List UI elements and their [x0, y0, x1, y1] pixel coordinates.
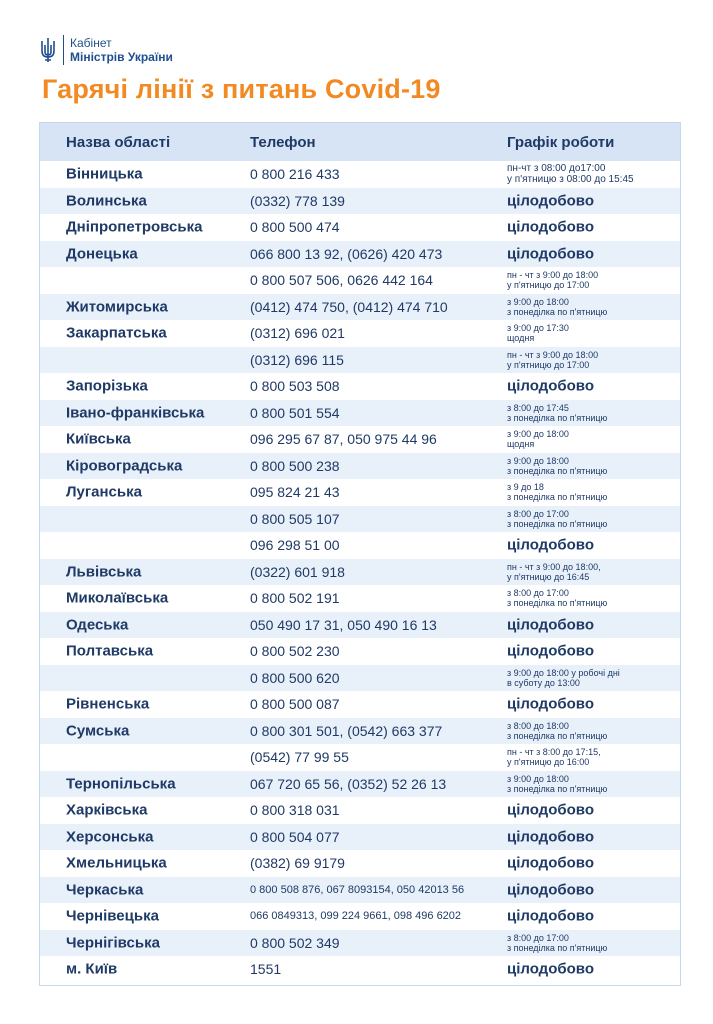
schedule-text: цілодобово	[507, 245, 594, 263]
phone-cell: 096 295 67 87, 050 975 44 96	[250, 431, 437, 448]
table-row	[40, 373, 680, 400]
region-cell: Кіровоградська	[66, 457, 183, 475]
schedule-line-2: у п'ятницю до 17:00	[507, 280, 590, 291]
schedule-cell	[507, 456, 607, 476]
schedule-line-1: пн - чт з 9:00 до 18:00	[507, 270, 599, 281]
schedule-text: цілодобово	[507, 854, 594, 872]
table-row	[40, 400, 680, 427]
schedule-line-1: з 9:00 до 18:00	[507, 455, 569, 466]
table-row	[40, 294, 680, 321]
schedule-text: цілодобово	[507, 695, 594, 713]
region-cell: Львівська	[66, 563, 142, 581]
hotlines-table	[39, 122, 681, 986]
schedule-cell	[507, 323, 569, 343]
schedule-line-1: з 9:00 до 18:00 у робочі дні	[507, 667, 620, 678]
table-row	[40, 850, 680, 877]
table-row	[40, 506, 680, 533]
table-row	[40, 797, 680, 824]
table-row	[40, 479, 680, 506]
schedule-line-1: з 9:00 до 18:00	[507, 773, 569, 784]
phone-cell: (0312) 696 115	[250, 351, 344, 368]
schedule-text: цілодобово	[507, 642, 594, 660]
phone-cell: 0 800 301 501, (0542) 663 377	[250, 722, 443, 739]
schedule-text: цілодобово	[507, 960, 594, 978]
schedule-line-2: з понеділка по п'ятницю	[507, 598, 608, 609]
schedule-line-2: у п'ятницю до 16:45	[507, 571, 590, 582]
region-cell: Чернівецька	[66, 907, 159, 925]
region-cell: Житомирська	[66, 298, 168, 316]
schedule-text: цілодобово	[507, 616, 594, 634]
phone-cell: 0 800 500 238	[250, 457, 340, 474]
schedule-cell	[507, 802, 594, 819]
schedule-line-1: з 9:00 до 18:00	[507, 429, 569, 440]
schedule-line-2: щодня	[507, 439, 535, 450]
schedule-line-2: з понеділка по п'ятницю	[507, 730, 608, 741]
phone-cell: (0412) 474 750, (0412) 474 710	[250, 298, 448, 315]
schedule-line-1: з 8:00 до 17:00	[507, 508, 569, 519]
region-cell: Рівненська	[66, 695, 150, 713]
phone-cell: 095 824 21 43	[250, 484, 340, 501]
schedule-line-2: з понеділка по п'ятницю	[507, 306, 608, 317]
schedule-cell	[507, 245, 594, 262]
schedule-cell	[507, 616, 594, 633]
phone-cell: 0 800 500 087	[250, 696, 340, 713]
phone-cell: 067 720 65 56, (0352) 52 26 13	[250, 775, 447, 792]
schedule-text: цілодобово	[507, 377, 594, 395]
table-row	[40, 665, 680, 692]
region-cell: Дніпропетровська	[66, 218, 203, 236]
schedule-line-1: пн-чт з 08:00 до17:00	[507, 163, 606, 175]
schedule-cell	[507, 855, 594, 872]
header	[40, 32, 173, 68]
schedule-line-1: з 9:00 до 18:00	[507, 296, 569, 307]
phone-cell: 1551	[250, 961, 282, 978]
schedule-cell	[507, 350, 598, 370]
region-cell: Харківська	[66, 801, 148, 819]
schedule-cell	[507, 163, 634, 185]
region-cell: Івано-франківська	[66, 404, 205, 422]
phone-cell: 0 800 504 077	[250, 828, 340, 845]
region-cell: Луганська	[66, 483, 142, 501]
region-cell: Сумська	[66, 722, 130, 740]
schedule-cell	[507, 828, 594, 845]
schedule-line-1: з 9 до 18	[507, 482, 544, 493]
schedule-line-1: з 8:00 до 17:45	[507, 402, 569, 413]
schedule-cell	[507, 961, 594, 978]
schedule-text: цілодобово	[507, 536, 594, 554]
table-row	[40, 453, 680, 480]
schedule-line-2: щодня	[507, 333, 535, 344]
table-row	[40, 426, 680, 453]
phone-cell: 0 800 502 191	[250, 590, 340, 607]
schedule-cell	[507, 270, 598, 290]
region-cell: Миколаївська	[66, 589, 169, 607]
phone-cell: 0 800 500 620	[250, 669, 340, 686]
header-divider	[63, 35, 64, 65]
schedule-line-2: в суботу до 13:00	[507, 677, 580, 688]
phone-cell: 0 800 502 349	[250, 934, 340, 951]
schedule-line-2: у п'ятницю з 08:00 до 15:45	[507, 174, 634, 186]
phone-cell: 0 800 507 506, 0626 442 164	[250, 272, 433, 289]
table-header	[40, 123, 680, 161]
region-cell: Хмельницька	[66, 854, 167, 872]
page-title: Гарячі лінії з питань Covid-19	[42, 74, 441, 104]
phone-cell: 0 800 505 107	[250, 510, 340, 527]
table-row	[40, 930, 680, 957]
phone-cell: (0382) 69 9179	[250, 855, 345, 872]
trident-icon	[40, 37, 56, 63]
schedule-line-1: з 9:00 до 17:30	[507, 323, 569, 334]
org-name	[70, 36, 173, 64]
schedule-line-2: з понеділка по п'ятницю	[507, 492, 608, 503]
column-header-region: Назва області	[66, 133, 171, 151]
region-cell: Волинська	[66, 192, 147, 210]
table-row	[40, 612, 680, 639]
table-row	[40, 267, 680, 294]
region-cell: Закарпатська	[66, 324, 167, 342]
schedule-text: цілодобово	[507, 828, 594, 846]
schedule-text: цілодобово	[507, 801, 594, 819]
table-row	[40, 956, 680, 983]
table-row	[40, 877, 680, 904]
schedule-cell	[507, 933, 607, 953]
region-cell: Київська	[66, 430, 131, 448]
table-row	[40, 559, 680, 586]
phone-cell: 0 800 503 508	[250, 378, 340, 395]
phone-cell: 0 800 502 230	[250, 643, 340, 660]
phone-cell: (0312) 696 021	[250, 325, 345, 342]
table-row	[40, 638, 680, 665]
schedule-text: цілодобово	[507, 218, 594, 236]
schedule-line-1: пн - чт з 9:00 до 18:00	[507, 349, 599, 360]
region-cell: Запорізька	[66, 377, 148, 395]
schedule-cell	[507, 429, 569, 449]
schedule-text: цілодобово	[507, 881, 594, 899]
schedule-line-1: з 8:00 до 18:00	[507, 720, 569, 731]
schedule-text: цілодобово	[507, 192, 594, 210]
phone-cell: (0322) 601 918	[250, 563, 345, 580]
table-row	[40, 744, 680, 771]
schedule-cell	[507, 537, 594, 554]
schedule-cell	[507, 881, 594, 898]
schedule-line-2: з понеділка по п'ятницю	[507, 412, 608, 423]
phone-cell: (0332) 778 139	[250, 192, 345, 209]
schedule-line-2: у п'ятницю до 16:00	[507, 757, 590, 768]
column-header-schedule: Графік роботи	[507, 133, 615, 151]
table-row	[40, 903, 680, 930]
schedule-line-2: з понеділка по п'ятницю	[507, 518, 608, 529]
phone-cell: 066 800 13 92, (0626) 420 473	[250, 245, 443, 262]
schedule-cell	[507, 588, 607, 608]
schedule-cell	[507, 774, 607, 794]
schedule-cell	[507, 378, 594, 395]
schedule-line-1: з 8:00 до 17:00	[507, 588, 569, 599]
table-row	[40, 241, 680, 268]
table-row	[40, 691, 680, 718]
schedule-cell	[507, 908, 594, 925]
region-cell: Тернопільська	[66, 775, 176, 793]
schedule-line-1: пн - чт з 8:00 до 17:15,	[507, 747, 601, 758]
schedule-line-2: з понеділка по п'ятницю	[507, 783, 608, 794]
schedule-cell	[507, 643, 594, 660]
region-cell: Донецька	[66, 245, 138, 263]
phone-cell: 0 800 508 876, 067 8093154, 050 42013 56	[250, 883, 465, 896]
region-cell: Чернігівська	[66, 934, 160, 952]
region-cell: Черкаська	[66, 881, 144, 899]
phone-cell: 0 800 318 031	[250, 802, 340, 819]
phone-cell: 096 298 51 00	[250, 537, 340, 554]
table-row	[40, 585, 680, 612]
table-row	[40, 320, 680, 347]
schedule-cell	[507, 696, 594, 713]
table-body	[40, 161, 680, 983]
phone-cell: 050 490 17 31, 050 490 16 13	[250, 616, 437, 633]
region-cell: Полтавська	[66, 642, 154, 660]
region-cell: Вінницька	[66, 165, 143, 183]
region-cell: Херсонська	[66, 828, 154, 846]
column-header-phone: Телефон	[250, 133, 316, 151]
phone-cell: 0 800 501 554	[250, 404, 340, 421]
schedule-cell	[507, 668, 620, 688]
phone-cell: (0542) 77 99 55	[250, 749, 349, 766]
schedule-line-2: з понеділка по п'ятницю	[507, 465, 608, 476]
schedule-line-1: з 8:00 до 17:00	[507, 932, 569, 943]
table-row	[40, 161, 680, 188]
org-line-1: Кабінет	[70, 36, 112, 50]
table-row	[40, 347, 680, 374]
schedule-cell	[507, 747, 601, 767]
schedule-line-2: з понеділка по п'ятницю	[507, 942, 608, 953]
table-row	[40, 824, 680, 851]
schedule-cell	[507, 721, 607, 741]
phone-cell: 0 800 216 433	[250, 166, 340, 183]
phone-cell: 066 0849313, 099 224 9661, 098 496 6202	[250, 910, 462, 923]
schedule-line-1: пн - чт з 9:00 до 18:00,	[507, 561, 601, 572]
region-cell: Одеська	[66, 616, 129, 634]
schedule-cell	[507, 297, 607, 317]
phone-cell: 0 800 500 474	[250, 219, 340, 236]
org-line-2: Міністрів України	[70, 50, 173, 64]
schedule-cell	[507, 562, 601, 582]
table-row	[40, 771, 680, 798]
schedule-cell	[507, 192, 594, 209]
table-row	[40, 188, 680, 215]
schedule-cell	[507, 403, 607, 423]
schedule-line-2: у п'ятницю до 17:00	[507, 359, 590, 370]
schedule-cell	[507, 509, 607, 529]
schedule-text: цілодобово	[507, 907, 594, 925]
table-row	[40, 214, 680, 241]
schedule-cell	[507, 219, 594, 236]
table-row	[40, 718, 680, 745]
table-row	[40, 532, 680, 559]
region-cell: м. Київ	[66, 960, 118, 978]
schedule-cell	[507, 482, 607, 502]
